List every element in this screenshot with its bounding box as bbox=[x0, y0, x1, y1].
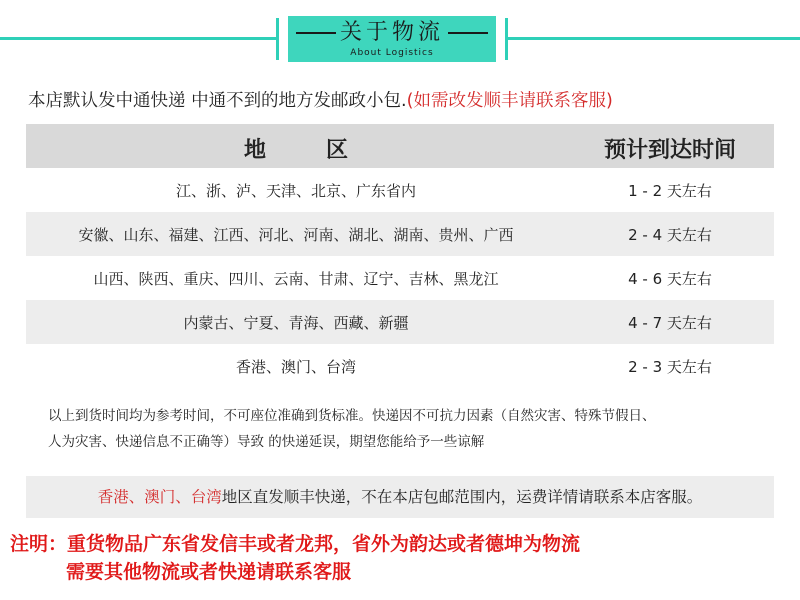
note-line-2: 人为灾害、快递信息不正确等）导致 的快递延误，期望您能给予一些谅解 bbox=[48, 434, 485, 450]
header-box bbox=[288, 16, 496, 62]
row-time: 2 - 4 天左右 bbox=[628, 226, 712, 244]
header-subtitle: About Logistics bbox=[350, 48, 434, 58]
header-title: 关于物流 bbox=[339, 20, 444, 45]
row-region: 香港、澳门、台湾 bbox=[235, 358, 356, 376]
header-time: 预计到达时间 bbox=[603, 138, 736, 163]
dash-left bbox=[296, 32, 336, 34]
dash-right bbox=[448, 32, 488, 34]
footer-notice bbox=[10, 530, 800, 586]
row-time: 2 - 3 天左右 bbox=[628, 358, 712, 376]
header-title-row bbox=[288, 20, 496, 46]
table-row bbox=[26, 300, 774, 344]
row-region: 内蒙古、宁夏、青海、西藏、新疆 bbox=[183, 314, 409, 332]
intro-middle: 中通不到的地方发邮政小包. bbox=[185, 91, 407, 111]
row-time: 1 - 2 天左右 bbox=[628, 182, 712, 200]
header-line-left bbox=[0, 37, 276, 40]
table-row bbox=[26, 212, 774, 256]
hk-notice bbox=[26, 476, 774, 518]
note-line-1: 以上到货时间均为参考时间，不可座位准确到货标准。快递因不可抗力因素（自然灾害、特殊节假日、 bbox=[48, 408, 656, 424]
row-region: 安徽、山东、福建、江西、河北、河南、湖北、湖南、贵州、广西 bbox=[78, 226, 514, 244]
delivery-note bbox=[26, 389, 774, 475]
header-region: 地区 bbox=[243, 138, 408, 163]
delivery-table bbox=[26, 124, 774, 388]
row-time: 4 - 6 天左右 bbox=[628, 270, 712, 288]
header-bar-left bbox=[276, 18, 279, 60]
header-line-right bbox=[508, 37, 800, 40]
table-row bbox=[26, 168, 774, 212]
table-row bbox=[26, 344, 774, 388]
table-row bbox=[26, 256, 774, 300]
hk-notice-regions: 香港、澳门、台湾 bbox=[97, 488, 222, 506]
row-region: 江、浙、泸、天津、北京、广东省内 bbox=[175, 182, 416, 200]
row-time: 4 - 7 天左右 bbox=[628, 314, 712, 332]
footer-line-1: 注明：重货物品广东省发信丰或者龙邦，省外为韵达或者德坤为物流 bbox=[10, 533, 581, 555]
table-header bbox=[26, 124, 774, 168]
intro-red-note: (如需改发顺丰请联系客服) bbox=[406, 91, 613, 111]
intro-courier: 中通快递 bbox=[115, 91, 186, 111]
row-region: 山西、陕西、重庆、四川、云南、甘肃、辽宁、吉林、黑龙江 bbox=[93, 270, 499, 288]
footer-line-2: 需要其他物流或者快递请联系客服 bbox=[66, 561, 352, 583]
intro-text bbox=[28, 89, 788, 113]
hk-notice-text: 地区直发顺丰快递，不在本店包邮范围内，运费详情请联系本店客服。 bbox=[221, 488, 703, 506]
intro-prefix: 本店默认发 bbox=[28, 91, 116, 111]
